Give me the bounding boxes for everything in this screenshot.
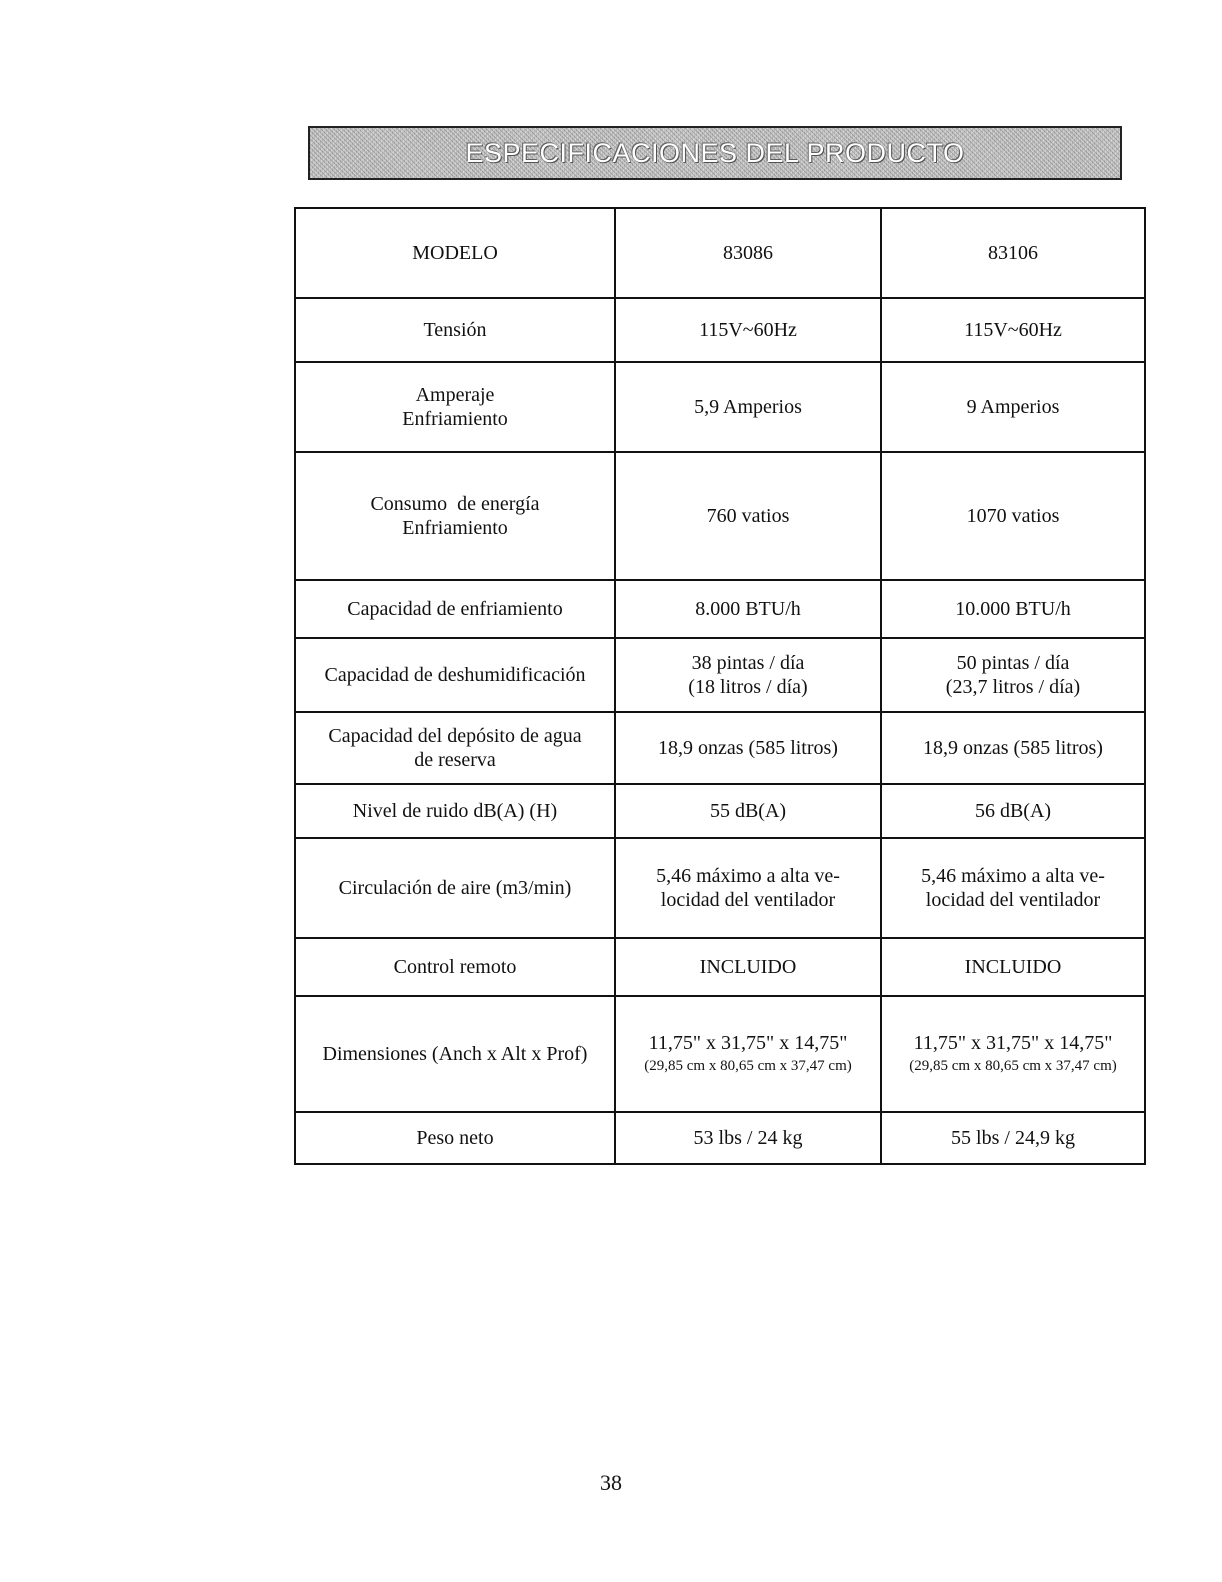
row-value-a bbox=[615, 938, 881, 996]
model-b-number: 83106 bbox=[988, 242, 1038, 264]
row-value-a bbox=[615, 362, 881, 452]
table-row bbox=[295, 452, 1145, 580]
value-text: 115V~60Hz bbox=[699, 319, 797, 341]
row-label-text: Enfriamiento bbox=[402, 517, 508, 539]
row-value-a bbox=[615, 638, 881, 712]
row-label bbox=[295, 996, 615, 1112]
value-subtext: (29,85 cm x 80,65 cm x 37,47 cm) bbox=[644, 1058, 852, 1074]
section-title: ESPECIFICACIONES DEL PRODUCTO bbox=[465, 137, 965, 168]
table-row bbox=[295, 712, 1145, 784]
value-text: 53 lbs / 24 kg bbox=[693, 1127, 803, 1149]
header-label-cell bbox=[295, 208, 615, 298]
value-text: 5,9 Amperios bbox=[694, 396, 802, 418]
row-value-b bbox=[881, 996, 1145, 1112]
value-text: 5,46 máximo a alta ve- bbox=[656, 865, 840, 887]
value-text: locidad del ventilador bbox=[925, 889, 1101, 911]
row-label bbox=[295, 362, 615, 452]
row-value-b bbox=[881, 784, 1145, 838]
row-label bbox=[295, 938, 615, 996]
row-value-a bbox=[615, 712, 881, 784]
page-number: 38 bbox=[600, 1470, 622, 1495]
row-label-text: Enfriamiento bbox=[402, 408, 508, 430]
header-model-b-cell bbox=[881, 208, 1145, 298]
row-value-a bbox=[615, 784, 881, 838]
model-a-number: 83086 bbox=[723, 242, 773, 264]
value-text: 18,9 onzas (585 litros) bbox=[923, 737, 1103, 759]
table-row bbox=[295, 362, 1145, 452]
row-label bbox=[295, 1112, 615, 1164]
value-text: 115V~60Hz bbox=[964, 319, 1062, 341]
row-value-b bbox=[881, 838, 1145, 938]
row-value-b bbox=[881, 362, 1145, 452]
row-label bbox=[295, 638, 615, 712]
row-label-text: Dimensiones (Anch x Alt x Prof) bbox=[322, 1043, 588, 1065]
row-value-b bbox=[881, 938, 1145, 996]
row-label bbox=[295, 784, 615, 838]
row-label-text: Peso neto bbox=[416, 1127, 494, 1149]
value-text: 10.000 BTU/h bbox=[955, 598, 1071, 620]
table-row bbox=[295, 838, 1145, 938]
value-text: 50 pintas / día bbox=[956, 652, 1070, 674]
row-label-text: Circulación de aire (m3/min) bbox=[338, 877, 572, 899]
value-text: 8.000 BTU/h bbox=[695, 598, 801, 620]
row-value-b bbox=[881, 638, 1145, 712]
table-row bbox=[295, 1112, 1145, 1164]
table-row bbox=[295, 298, 1145, 362]
row-value-a bbox=[615, 452, 881, 580]
row-value-b bbox=[881, 712, 1145, 784]
row-label bbox=[295, 712, 615, 784]
specifications-table bbox=[294, 207, 1146, 1165]
row-label-text: Capacidad de enfriamiento bbox=[347, 598, 563, 620]
value-text: 5,46 máximo a alta ve- bbox=[921, 865, 1105, 887]
row-value-a bbox=[615, 838, 881, 938]
value-text: 38 pintas / día bbox=[691, 652, 805, 674]
row-value-b bbox=[881, 1112, 1145, 1164]
value-text: 56 dB(A) bbox=[974, 800, 1052, 822]
value-text: (18 litros / día) bbox=[688, 676, 808, 698]
value-text: locidad del ventilador bbox=[660, 889, 836, 911]
row-label bbox=[295, 838, 615, 938]
row-label-text: Consumo de energía bbox=[370, 493, 540, 515]
row-value-a bbox=[615, 298, 881, 362]
header-label: MODELO bbox=[412, 242, 498, 264]
row-value-a bbox=[615, 996, 881, 1112]
row-label-text: Tensión bbox=[423, 319, 487, 341]
value-text: INCLUIDO bbox=[699, 956, 797, 978]
value-text: (23,7 litros / día) bbox=[945, 676, 1081, 698]
section-title-banner bbox=[308, 126, 1122, 180]
table-row bbox=[295, 784, 1145, 838]
header-model-a-cell bbox=[615, 208, 881, 298]
row-label-text: Amperaje bbox=[415, 384, 495, 406]
row-value-b bbox=[881, 298, 1145, 362]
value-text: 760 vatios bbox=[706, 505, 790, 527]
value-text: 9 Amperios bbox=[966, 396, 1060, 418]
table-row bbox=[295, 996, 1145, 1112]
table-row bbox=[295, 638, 1145, 712]
value-subtext: (29,85 cm x 80,65 cm x 37,47 cm) bbox=[909, 1058, 1117, 1074]
row-value-a bbox=[615, 1112, 881, 1164]
value-text: 1070 vatios bbox=[966, 505, 1060, 527]
row-label-text: Capacidad de deshumidificación bbox=[324, 664, 586, 686]
value-text: 55 dB(A) bbox=[709, 800, 787, 822]
table-row bbox=[295, 938, 1145, 996]
row-label bbox=[295, 580, 615, 638]
row-value-b bbox=[881, 580, 1145, 638]
table-row bbox=[295, 580, 1145, 638]
row-label bbox=[295, 298, 615, 362]
row-label-text: de reserva bbox=[414, 749, 496, 771]
value-text: 11,75" x 31,75" x 14,75" bbox=[913, 1032, 1113, 1054]
value-text: 18,9 onzas (585 litros) bbox=[658, 737, 838, 759]
row-value-b bbox=[881, 452, 1145, 580]
row-label-text: Capacidad del depósito de agua bbox=[328, 725, 582, 747]
row-label-text: Control remoto bbox=[393, 956, 517, 978]
row-label bbox=[295, 452, 615, 580]
row-value-a bbox=[615, 580, 881, 638]
value-text: 55 lbs / 24,9 kg bbox=[951, 1127, 1075, 1149]
table-header-row bbox=[295, 208, 1145, 298]
value-text: INCLUIDO bbox=[964, 956, 1062, 978]
row-label-text: Nivel de ruido dB(A) (H) bbox=[352, 800, 558, 822]
value-text: 11,75" x 31,75" x 14,75" bbox=[648, 1032, 848, 1054]
